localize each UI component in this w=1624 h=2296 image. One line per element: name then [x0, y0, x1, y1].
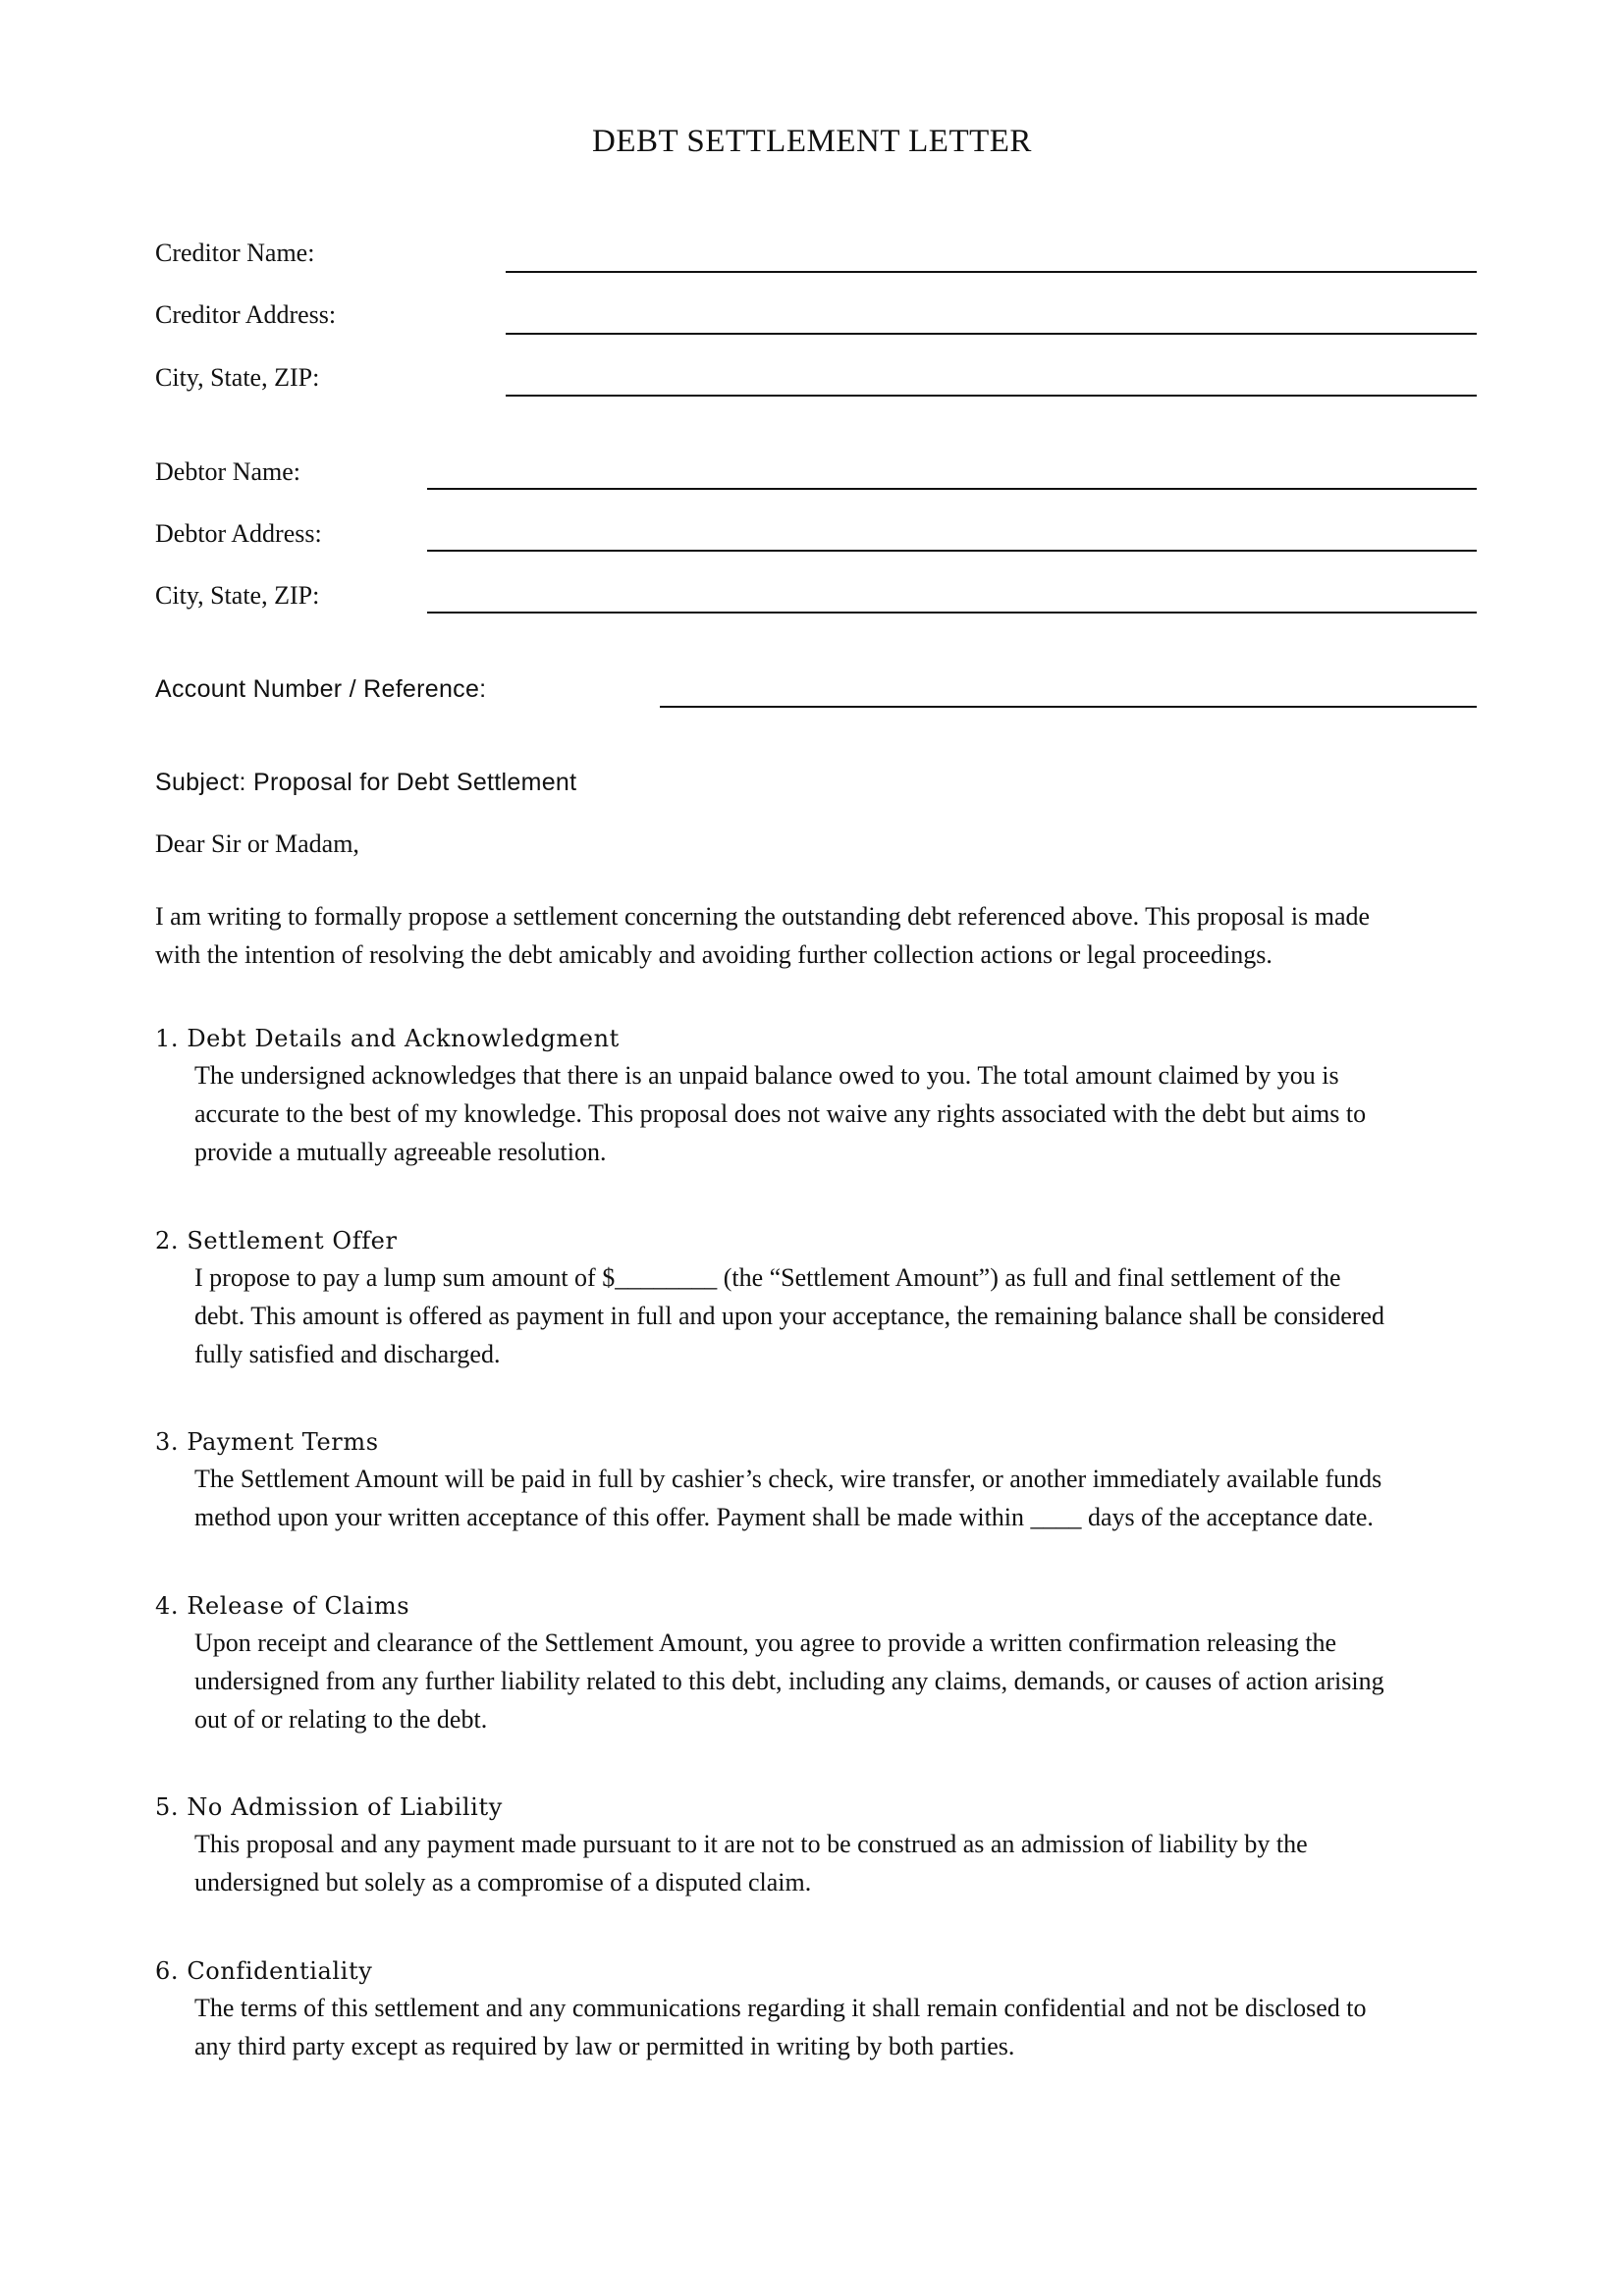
section-confidentiality [155, 1953, 1490, 2065]
section-body [194, 1258, 1490, 1373]
creditor-address-label: Creditor Address: [155, 300, 337, 329]
account-number-field[interactable] [660, 706, 1477, 708]
debtor-address-field[interactable] [427, 550, 1477, 552]
creditor-name-label: Creditor Name: [155, 239, 315, 267]
section-line: provide a mutually agreeable resolution. [194, 1138, 607, 1166]
section-line: undersigned from any further liability related to this debt, including any claims, demands, or causes of action arising [194, 1667, 1384, 1695]
debtor-name-label: Debtor Name: [155, 457, 301, 486]
section-body [194, 1989, 1490, 2065]
section-line: This proposal and any payment made pursuant to it are not to be construed as an admission of liability by the [194, 1830, 1308, 1858]
section-payment-terms [155, 1424, 1490, 1536]
section-release-of-claims [155, 1588, 1490, 1738]
creditor-name-field[interactable] [506, 271, 1477, 273]
section-debt-details [155, 1021, 1490, 1171]
section-body [194, 1624, 1490, 1738]
section-line: undersigned but solely as a compromise of a disputed claim. [194, 1868, 812, 1896]
creditor-city-label: City, State, ZIP: [155, 363, 320, 392]
account-number-label: Account Number / Reference: [155, 675, 487, 703]
section-settlement-offer [155, 1223, 1490, 1373]
section-line: The Settlement Amount will be paid in full by cashier’s check, wire transfer, or another immediately available funds [194, 1465, 1382, 1493]
section-heading: 4. Release of Claims [155, 1592, 410, 1620]
section-line: accurate to the best of my knowledge. This proposal does not waive any rights associated with the debt but aims to [194, 1099, 1367, 1128]
section-heading: 6. Confidentiality [155, 1957, 373, 1985]
section-line: fully satisfied and discharged. [194, 1340, 501, 1368]
section-heading: 3. Payment Terms [155, 1428, 379, 1456]
section-line: out of or relating to the debt. [194, 1705, 488, 1734]
debtor-city-field[interactable] [427, 612, 1477, 614]
section-heading: 1. Debt Details and Acknowledgment [155, 1025, 620, 1052]
section-line: The terms of this settlement and any communications regarding it shall remain confidential and not be disclosed to [194, 1994, 1367, 2022]
intro-paragraph [155, 897, 1481, 974]
section-line: method upon your written acceptance of this offer. Payment shall be made within ____ days of the acceptance date. [194, 1503, 1374, 1531]
debtor-address-label: Debtor Address: [155, 519, 322, 548]
debtor-city-label: City, State, ZIP: [155, 581, 320, 610]
section-body [194, 1825, 1490, 1901]
document-title: DEBT SETTLEMENT LETTER [592, 124, 1032, 159]
debtor-name-field[interactable] [427, 488, 1477, 490]
section-no-admission [155, 1789, 1490, 1901]
intro-line: I am writing to formally propose a settlement concerning the outstanding debt referenced above. This proposal is made [155, 902, 1371, 931]
section-line: any third party except as required by law or permitted in writing by both parties. [194, 2032, 1015, 2060]
section-line: Upon receipt and clearance of the Settlement Amount, you agree to provide a written confirmation releasing the [194, 1629, 1337, 1657]
subject-line: Subject: Proposal for Debt Settlement [155, 769, 577, 796]
section-heading: 5. No Admission of Liability [155, 1793, 503, 1821]
section-line: I propose to pay a lump sum amount of $________ (the “Settlement Amount”) as full and final settlement of the [194, 1263, 1341, 1292]
intro-line: with the intention of resolving the debt amicably and avoiding further collection actions or legal proceedings. [155, 940, 1272, 969]
section-line: debt. This amount is offered as payment in full and upon your acceptance, the remaining balance shall be considered [194, 1302, 1384, 1330]
section-body [194, 1460, 1490, 1536]
section-body [194, 1056, 1490, 1171]
creditor-city-field[interactable] [506, 395, 1477, 397]
section-line: The undersigned acknowledges that there is an unpaid balance owed to you. The total amount claimed by you is [194, 1061, 1339, 1090]
salutation: Dear Sir or Madam, [155, 829, 359, 858]
section-heading: 2. Settlement Offer [155, 1227, 398, 1255]
creditor-address-field[interactable] [506, 333, 1477, 335]
